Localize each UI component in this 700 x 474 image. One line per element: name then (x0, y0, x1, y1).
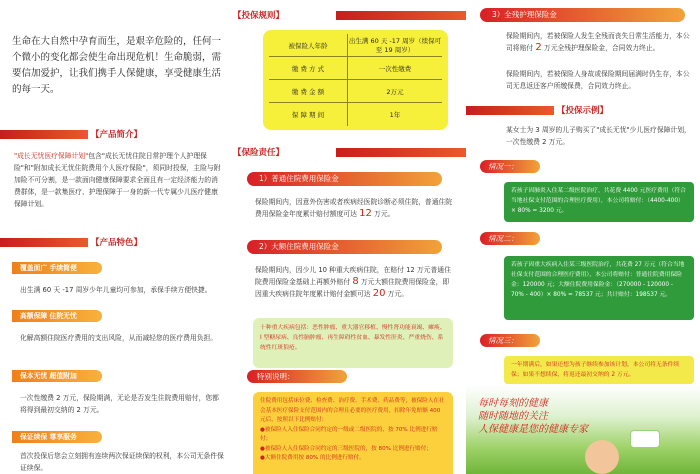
product-intro-heading: 【产品简介】 (0, 128, 233, 140)
special-heading: 特别说明： (247, 370, 347, 383)
rules-row: 缴 费 金 额 2万元 (269, 80, 442, 103)
product-features-heading: 【产品特色】 (0, 236, 233, 248)
feature-title-3: 保本无忧 超值附加 (12, 370, 102, 382)
feature-body-3: 一次性缴费 2 万元，保险期满，无论是否发生住院费用赔付，您都将得到最初交纳的 2 万元。 (20, 394, 219, 414)
rules-row: 缴 费 方 式 一次性缴费 (269, 57, 442, 80)
liability-item1-title: 1）普通住院费用保险金 (247, 172, 442, 186)
milk-bottle-icon (630, 430, 660, 448)
feature-body-2: 化解高额住院医疗费用的支出风险，从而减轻您的医疗费用负担。 (20, 334, 218, 342)
diseases-box: 十种重大疾病包括：恶性肿瘤、重大器官移植、慢性肾功能衰竭、瘫痪、I 型糖尿病、良性脑肿瘤、再生障碍性贫血、暴发性肝炎、严重烧伤、系统性红斑狼疮。 (253, 318, 453, 368)
full-care-title: 3）全残护理保险金 (480, 8, 685, 22)
case-box-2: 若孩子因重大疾病入住某三级医院治疗，共花费 27 万元（符合当地社保支付范围的合理医疗费用），本公司将赔付：普通住院费用保险金：120000 元；大额住院费用保险金：（270000 - 120000 - 70% - 400）× 80% = 78537 元；共计赔付：198537 元。 (504, 256, 694, 320)
left-panel (0, 0, 233, 474)
rules-row: 被保险人年龄 出生满 60 天 -17 周岁（续保可至 19 周岁） (269, 34, 442, 57)
feature-title-2: 高额保障 住院无忧 (12, 310, 102, 322)
full-care-body: 保险期间内，若被保险人发生全残而丧失日常生活能力，本公司将赔付 2 万元全残护理保险金，合同效力终止。 (506, 32, 690, 53)
case-label-1: 情况一： (480, 160, 540, 173)
feature-body-4: 首次投保后您会立刻拥有连续两次保证续保的权利，本公司无条件保证续保。 (20, 452, 224, 472)
intro-text: 生命在大自然中孕育而生，是艰辛危险的，任何一个微小的变化都会使生命出现危机！生命脆弱，需要信加爱护，让我们携手人保健康，享受健康生活的每一天。 (12, 36, 222, 95)
child-illustration (585, 440, 619, 474)
full-care-body-2: 保险期间内，若被保险人身故或保险期间届满时仍生存，本公司无息返还客户所缴保费，合同效力终止。 (506, 70, 690, 90)
case-label-3: 情况三： (480, 334, 540, 347)
feature-title-1: 覆盖面广 手续简便 (12, 262, 102, 274)
examples-intro: 某女士为 3 周岁的儿子购买了"成长无忧"少儿医疗保障计划，一次性缴费 2 万元。 (506, 126, 691, 146)
liability-heading: 【保险责任】 (233, 146, 466, 158)
feature-body-1: 出生满 60 天 -17 周岁少年儿童均可参加，承保手续方便快捷。 (20, 286, 212, 294)
product-intro-text: "成长无忧医疗保障计划"包含"成长无忧住院日常护理个人护理保险"和"附加成长无忧住院费用个人医疗保险"，须同时投保，主险与附加险不可分割，是一款面向健康保障要求全面且有一定经济能力的消费群体，是一款集医疗、护理保障于一身的新一代专属少儿医疗健康保障计划。 (14, 152, 221, 208)
special-box: 住院费用包括床位费、检查费、治疗费、手术费、药品费等，被保险人在社会基本医疗保险支付范围内的合理且必要的医疗费用，扣除年免赔额 400 元后，按照以下比例赔付： ●被保险人入住保险合同约定的一级或二级医院的，按 70% 比例进行赔付； ●被保险人入住保险合同约定的三级医院的，按 80% 比例进行赔付； ●大额住院费用按 80% 的比例进行赔付。 (253, 392, 453, 474)
heading-bar (0, 238, 88, 247)
case-box-1: 若孩子因肺炎入住某二级医院治疗，共花费 4400 元医疗费用（符合当地社保支付范围的合理医疗费用），本公司将赔付：（4400-400）× 80% = 3200 元。 (504, 182, 694, 222)
rules-table (263, 30, 448, 130)
liability-item2-body: 保险期间内，因少儿 10 种重大疾病住院，在赔付 12 万元普通住院费用保险金基础上再额外赔付 8 万元大额住院费用保险金，即因重大疾病住院年度累计赔付金额可达 20 万元。 (255, 266, 451, 299)
liability-item2-title: 2）大额住院费用保险金 (247, 240, 442, 254)
case-label-2: 情况二： (480, 232, 540, 245)
rules-row: 保 障 期 间 1年 (269, 103, 442, 126)
heading-bar (336, 11, 466, 20)
middle-panel (233, 0, 466, 474)
liability-item1-body: 保险期间内，因意外伤害或者疾病经医院诊断必须住院，普通住院费用保险金年度累计赔付额度可达 12 万元。 (255, 198, 453, 219)
rules-heading: 【投保规则】 (233, 9, 466, 21)
case-box-3: 一年期满后，如果还想为孩子继续参加该计划，本公司将无条件续保；如果不想续保，将返还最初交纳的 2 万元。 (504, 356, 694, 384)
slogan: 每时每刻的健康 随时随地的关注 人保健康是您的健康专家 (478, 398, 588, 435)
heading-bar (466, 106, 554, 115)
feature-title-4: 保证续保 尊享服务 (12, 431, 102, 443)
examples-heading: 【投保示例】 (466, 104, 700, 116)
heading-bar (336, 148, 466, 157)
heading-bar (0, 130, 88, 139)
